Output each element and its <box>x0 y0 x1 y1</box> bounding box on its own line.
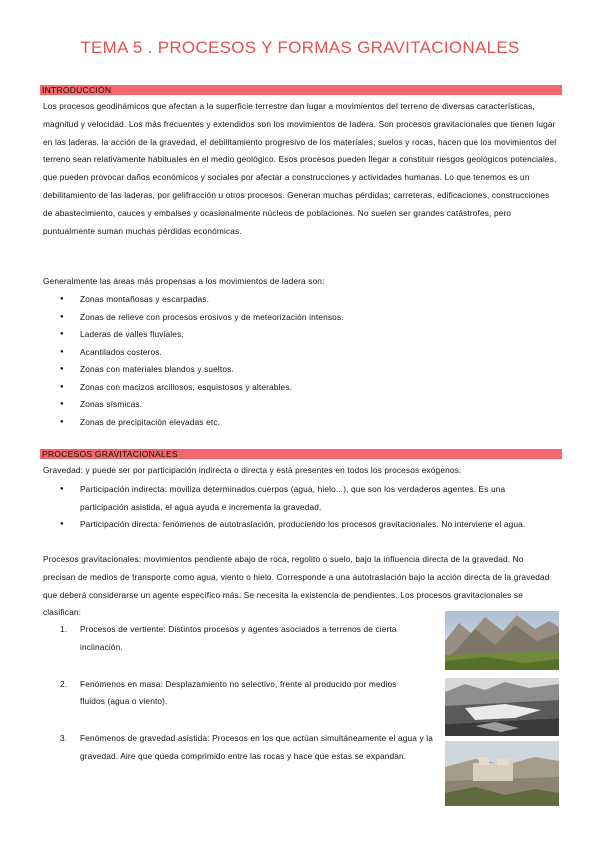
rock-expansion-photo <box>445 741 559 806</box>
definicion-paragraph: Procesos gravitacionales: movimientos pendiente abajo de roca, regolito o suelo, bajo la influencia directa de la gravedad. No precisan de medios de transporte como agua, viento o hielo. Corresponde a una autotraslación bajo la acción directa de la gravedad que deberá considerarse un agente específico más. Se necesita la existencia de pendientes. Los procesos gravitacionales se clasifican: <box>43 554 550 618</box>
item-text: Fenómenos en masa: Desplazamiento no selectivo, frente al producido por medios fluidos (agua o viento). <box>80 678 397 707</box>
section-heading-procesos: PROCESOS GRAVITACIONALES <box>40 449 562 459</box>
areas-lead: Generalmente las áreas más propensas a los movimientos de ladera son: <box>43 276 325 286</box>
intro-paragraph: Los procesos geodinámicos que afectan a la superficie terrestre dan lugar a movimientos del terreno de diversas características, magnitud y velocidad. Los más frecuentes y extendidos son los movimientos de ladera. Son procesos gravitacionales que tienen lugar en las laderas. la acción de la gravedad, el debilitamiento progresivo de los materiales, suelos y rocas, hacen que los movimientos del terreno sean relativamente habituales en el medio geológico. Esos procesos pueden llegar a constituir riesgos geológicos potenciales, que pueden provocar daños económicos y sociales por afectar a construcciones y actividades humanas. Lo que tenemos es un debilitamiento de las laderas, por gelifracción u otros procesos. Generan muchas pérdidas; carreteras, edificaciones, construcciones de abastecimiento, cauces y embalses y ocasionalmente núcleos de poblaciones. No suelen ser grandes catástrofes, pero puntualmente suman muchas pérdidas económicas. <box>43 101 557 236</box>
participacion-list <box>58 481 548 534</box>
item-text: Procesos de vertiente: Distintos procesos y agentes asociados a terrenos de cierta inclinación. <box>80 624 397 652</box>
mass-movement-photo <box>445 678 559 736</box>
list-item <box>58 621 418 657</box>
item-text: Fenómenos de gravedad asistida: Procesos en los que actúan simultáneamente el agua y la gravedad. Aire que queda comprimido entre las rocas y hace que estas se expandan. <box>80 733 433 761</box>
list-item <box>58 676 418 712</box>
list-item: ● Acantilados costeros. <box>58 344 558 362</box>
list-item: ● Participación directa: fenómenos de autotraslación, produciendo los procesos gravitacionales. No interviene el agua. <box>58 516 548 534</box>
clasificacion-list <box>58 621 433 785</box>
areas-list <box>58 291 558 431</box>
list-item: ● Zonas sísmicas. <box>58 396 558 414</box>
list-item: ● Zonas con materiales blandos y sueltos. <box>58 361 558 379</box>
mountain-slope-photo <box>445 611 559 670</box>
item-number: 2. <box>60 678 68 689</box>
list-item: ● Zonas montañosas y escarpadas. <box>58 291 558 309</box>
list-item: ● Laderas de valles fluviales. <box>58 326 558 344</box>
page-title: TEMA 5 . PROCESOS Y FORMAS GRAVITACIONALES <box>80 38 520 57</box>
gravedad-paragraph: Gravedad: y puede ser por participación indirecta o directa y está presentes en todos los procesos exógenos. <box>43 465 462 475</box>
list-item: ● Zonas de relieve con procesos erosivos y de meteorización intensos. <box>58 309 558 327</box>
list-item: ● Zonas con macizos arcillosos, esquistosos y alterables. <box>58 379 558 397</box>
item-number: 1. <box>60 624 68 634</box>
list-item: ● Participación indirecta: moviliza determinados cuerpos (agua, hielo...), que son los verdaderos agentes. Es una participación asistida, el agua ayuda e incrementa la gravedad. <box>58 481 548 516</box>
item-number: 3. <box>60 733 68 744</box>
list-item <box>58 730 450 766</box>
list-item: ● Zonas de precipitación elevadas etc. <box>58 414 558 432</box>
section-heading-intro: INTRODUCCIÓN <box>40 85 562 95</box>
